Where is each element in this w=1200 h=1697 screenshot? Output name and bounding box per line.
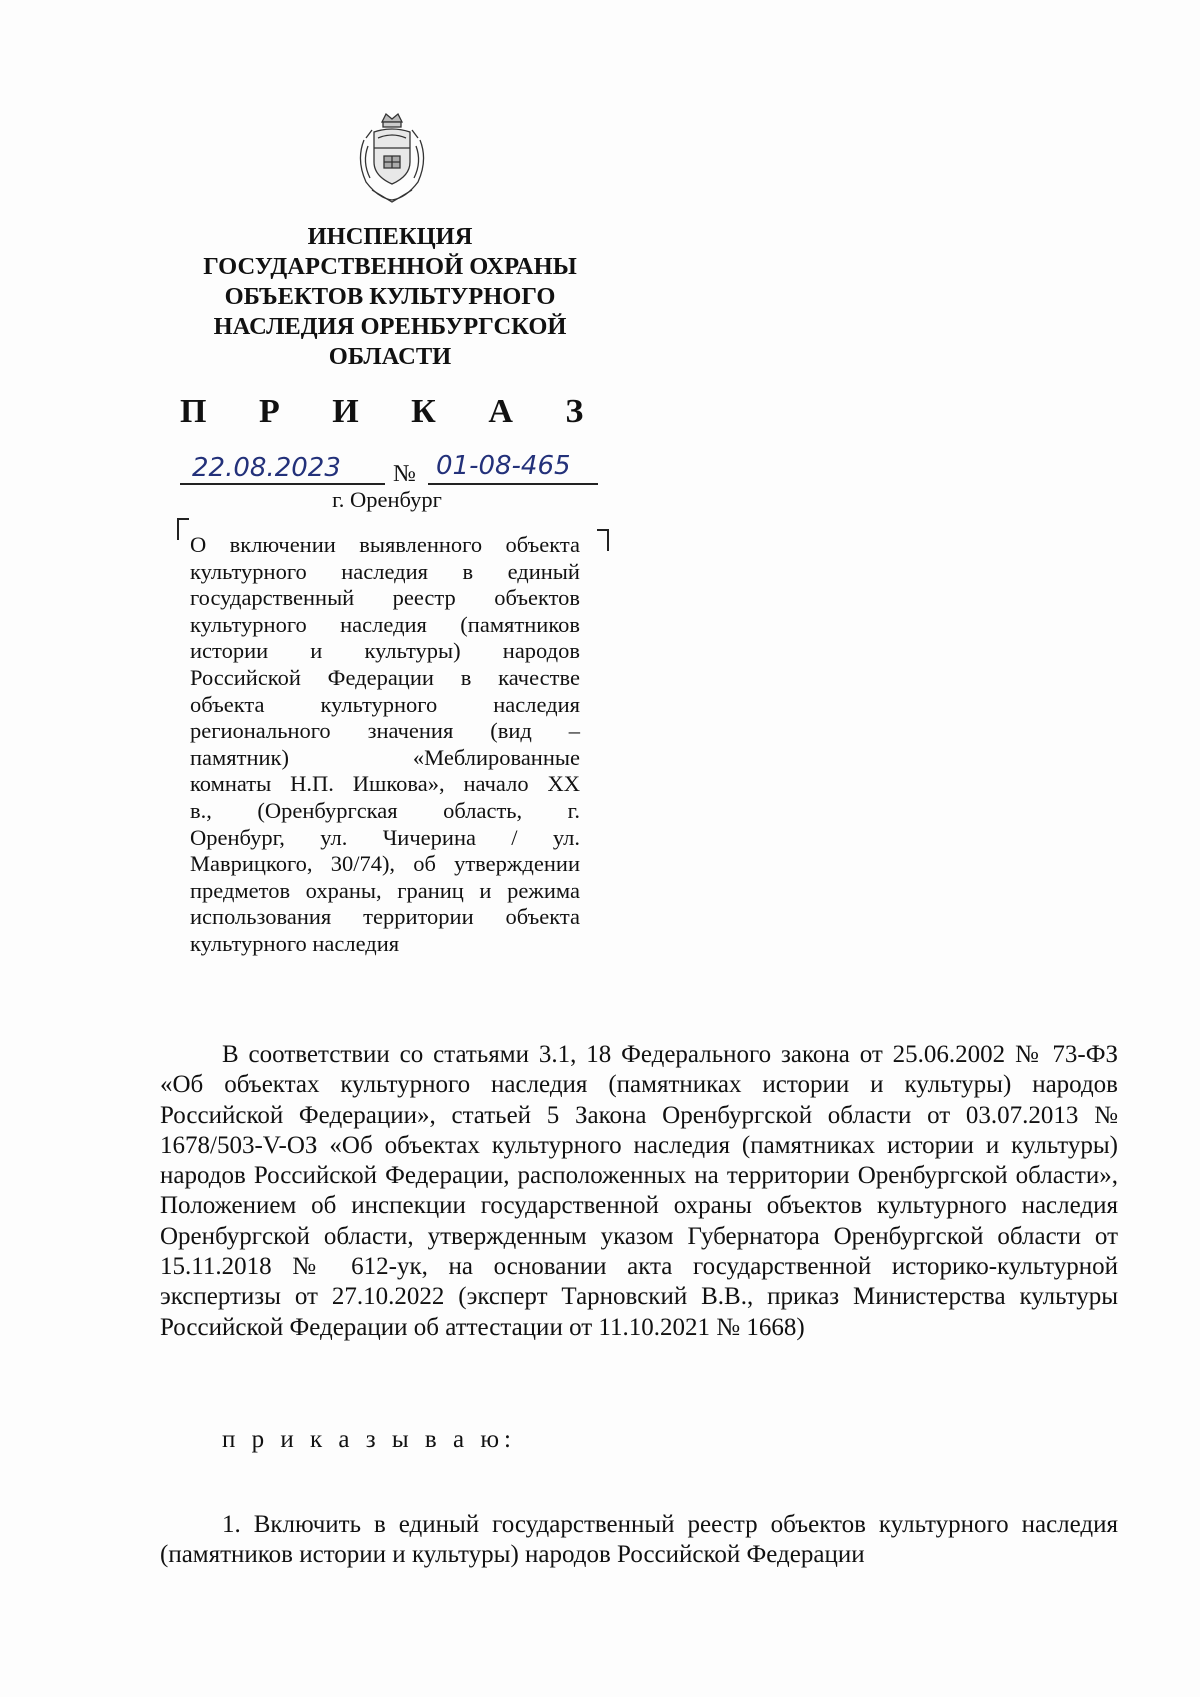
coat-of-arms-icon <box>352 110 432 210</box>
subject-word: режима <box>507 877 580 903</box>
subject-word: – <box>568 718 580 744</box>
subject-word: культуры) <box>364 638 461 664</box>
subject-word: использования <box>190 904 332 930</box>
subject-word: Маврицкого, <box>190 851 313 877</box>
subject-word: предметов <box>190 877 291 903</box>
subject-bracket-left <box>177 518 189 540</box>
number-underline <box>428 483 598 485</box>
subject-line <box>190 692 580 719</box>
subject-word: комнаты <box>190 771 272 797</box>
subject-line <box>190 798 580 825</box>
subject-word: реестр <box>392 585 456 611</box>
subject-line <box>190 771 580 798</box>
subject-word: объекта <box>190 691 265 717</box>
subject-word: объектов <box>494 585 580 611</box>
subject-word: границ <box>397 877 464 903</box>
subject-word: в <box>460 664 472 690</box>
subject-line <box>190 585 580 612</box>
city: г. Оренбург <box>332 487 442 512</box>
subject-line <box>190 904 580 931</box>
number-sign: № <box>393 461 416 487</box>
subject-word: значения <box>367 718 454 744</box>
subject-word: (Оренбургская <box>257 797 398 823</box>
subject-word: охраны, <box>305 877 382 903</box>
subject-word: памятник) <box>190 744 289 770</box>
subject-word: государственный <box>190 585 355 611</box>
subject-word: территории <box>363 904 474 930</box>
subject-word: выявленного <box>359 532 483 557</box>
subject-word: Чичерина <box>382 824 476 850</box>
organization-title-line: ОБЛАСТИ <box>328 343 452 370</box>
subject-bracket-right <box>597 529 609 551</box>
organization-title-line: ГОСУДАРСТВЕННОЙ ОХРАНЫ <box>203 253 577 280</box>
subject-word: ул. <box>552 824 580 850</box>
subject-word: включении <box>229 532 336 557</box>
subject-word: и <box>479 877 492 903</box>
subject-word: 30/74), <box>330 851 396 877</box>
order-date: 22.08.2023 <box>192 453 341 483</box>
subject-word: ул. <box>320 824 348 850</box>
subject-word: культурного <box>320 691 438 717</box>
subject-word: объекта <box>505 532 580 557</box>
subject-line <box>190 878 580 905</box>
subject-word: народов <box>502 638 580 664</box>
subject-word: единый <box>507 558 580 584</box>
document-type-heading: П Р И К А З <box>180 393 606 430</box>
subject-word: начало <box>463 771 529 797</box>
subject-line <box>190 745 580 772</box>
subject-word: г. <box>567 797 580 823</box>
subject-line <box>190 851 580 878</box>
subject-word: утверждении <box>454 851 580 877</box>
order-subject <box>190 532 580 958</box>
subject-word: качестве <box>498 664 580 690</box>
subject-word: область, <box>443 797 523 823</box>
subject-word: объекта <box>505 904 580 930</box>
subject-line <box>190 665 580 692</box>
order-directive: п р и к а з ы в а ю: <box>222 1426 516 1453</box>
organization-title-line: ОБЪЕКТОВ КУЛЬТУРНОГО <box>224 283 556 310</box>
subject-word: в <box>462 558 474 584</box>
subject-word: XX <box>547 771 580 797</box>
subject-word: в., <box>190 797 212 823</box>
subject-line <box>190 559 580 586</box>
subject-word: Ишкова», <box>352 771 445 797</box>
organization-title-line: ИНСПЕКЦИЯ <box>307 223 473 250</box>
subject-line: культурного наследия <box>190 930 400 956</box>
subject-word: наследия <box>340 611 427 637</box>
subject-line <box>190 612 580 639</box>
preamble-paragraph: В соответствии со статьями 3.1, 18 Федерального закона от 25.06.2002 № 73-ФЗ «Об объектах культурного наследия (памятниках истории и культуры) народов Российской Федерации», статьей 5 Закона Оренбургской области от 03.07.2013 № 1678/503-V-ОЗ «Об объектах культурного наследия (памятниках истории и культуры) народов Российской Федерации, расположенных на территории Оренбургской области», Положением об инспекции государственной охраны объектов культурного наследия Оренбургской области, утвержденным указом Губернатора Оренбургской области от 15.11.2018 № 612-ук, на основании акта государственной историко-культурной экспертизы от 27.10.2022 (эксперт Тарновский В.В., приказ Министерства культуры Российской Федерации об аттестации от 11.10.2021 № 1668) <box>160 1041 1118 1341</box>
subject-word: Н.П. <box>290 771 334 797</box>
subject-word: регионального <box>190 718 331 744</box>
subject-line <box>190 532 580 559</box>
subject-word: Оренбург, <box>190 824 285 850</box>
subject-word: наследия <box>341 558 429 584</box>
subject-line <box>190 638 580 665</box>
subject-word: / <box>511 824 518 850</box>
order-item-1 <box>160 1510 1118 1571</box>
subject-word: культурного <box>190 611 307 637</box>
subject-line <box>190 825 580 852</box>
preamble <box>160 1040 1118 1343</box>
order-number: 01-08-465 <box>436 451 571 481</box>
subject-word: «Меблированные <box>412 744 580 770</box>
subject-word: истории <box>190 638 269 664</box>
order-item-text: 1. Включить в единый государственный реестр объектов культурного наследия (памятников истории и культуры) народов Российской Федерации <box>160 1511 1118 1569</box>
date-underline <box>180 483 385 485</box>
subject-word: и <box>310 638 323 664</box>
subject-word: культурного <box>190 558 307 584</box>
subject-word: (памятников <box>460 611 580 637</box>
subject-word: наследия <box>493 691 580 717</box>
organization-title-line: НАСЛЕДИЯ ОРЕНБУРГСКОЙ <box>213 313 567 340</box>
subject-word: (вид <box>490 718 532 744</box>
subject-word: об <box>413 851 436 877</box>
organization-title <box>180 222 600 372</box>
subject-line <box>190 718 580 745</box>
subject-word: Российской <box>190 664 301 690</box>
subject-word: Федерации <box>327 664 434 690</box>
subject-word: О <box>190 532 207 557</box>
